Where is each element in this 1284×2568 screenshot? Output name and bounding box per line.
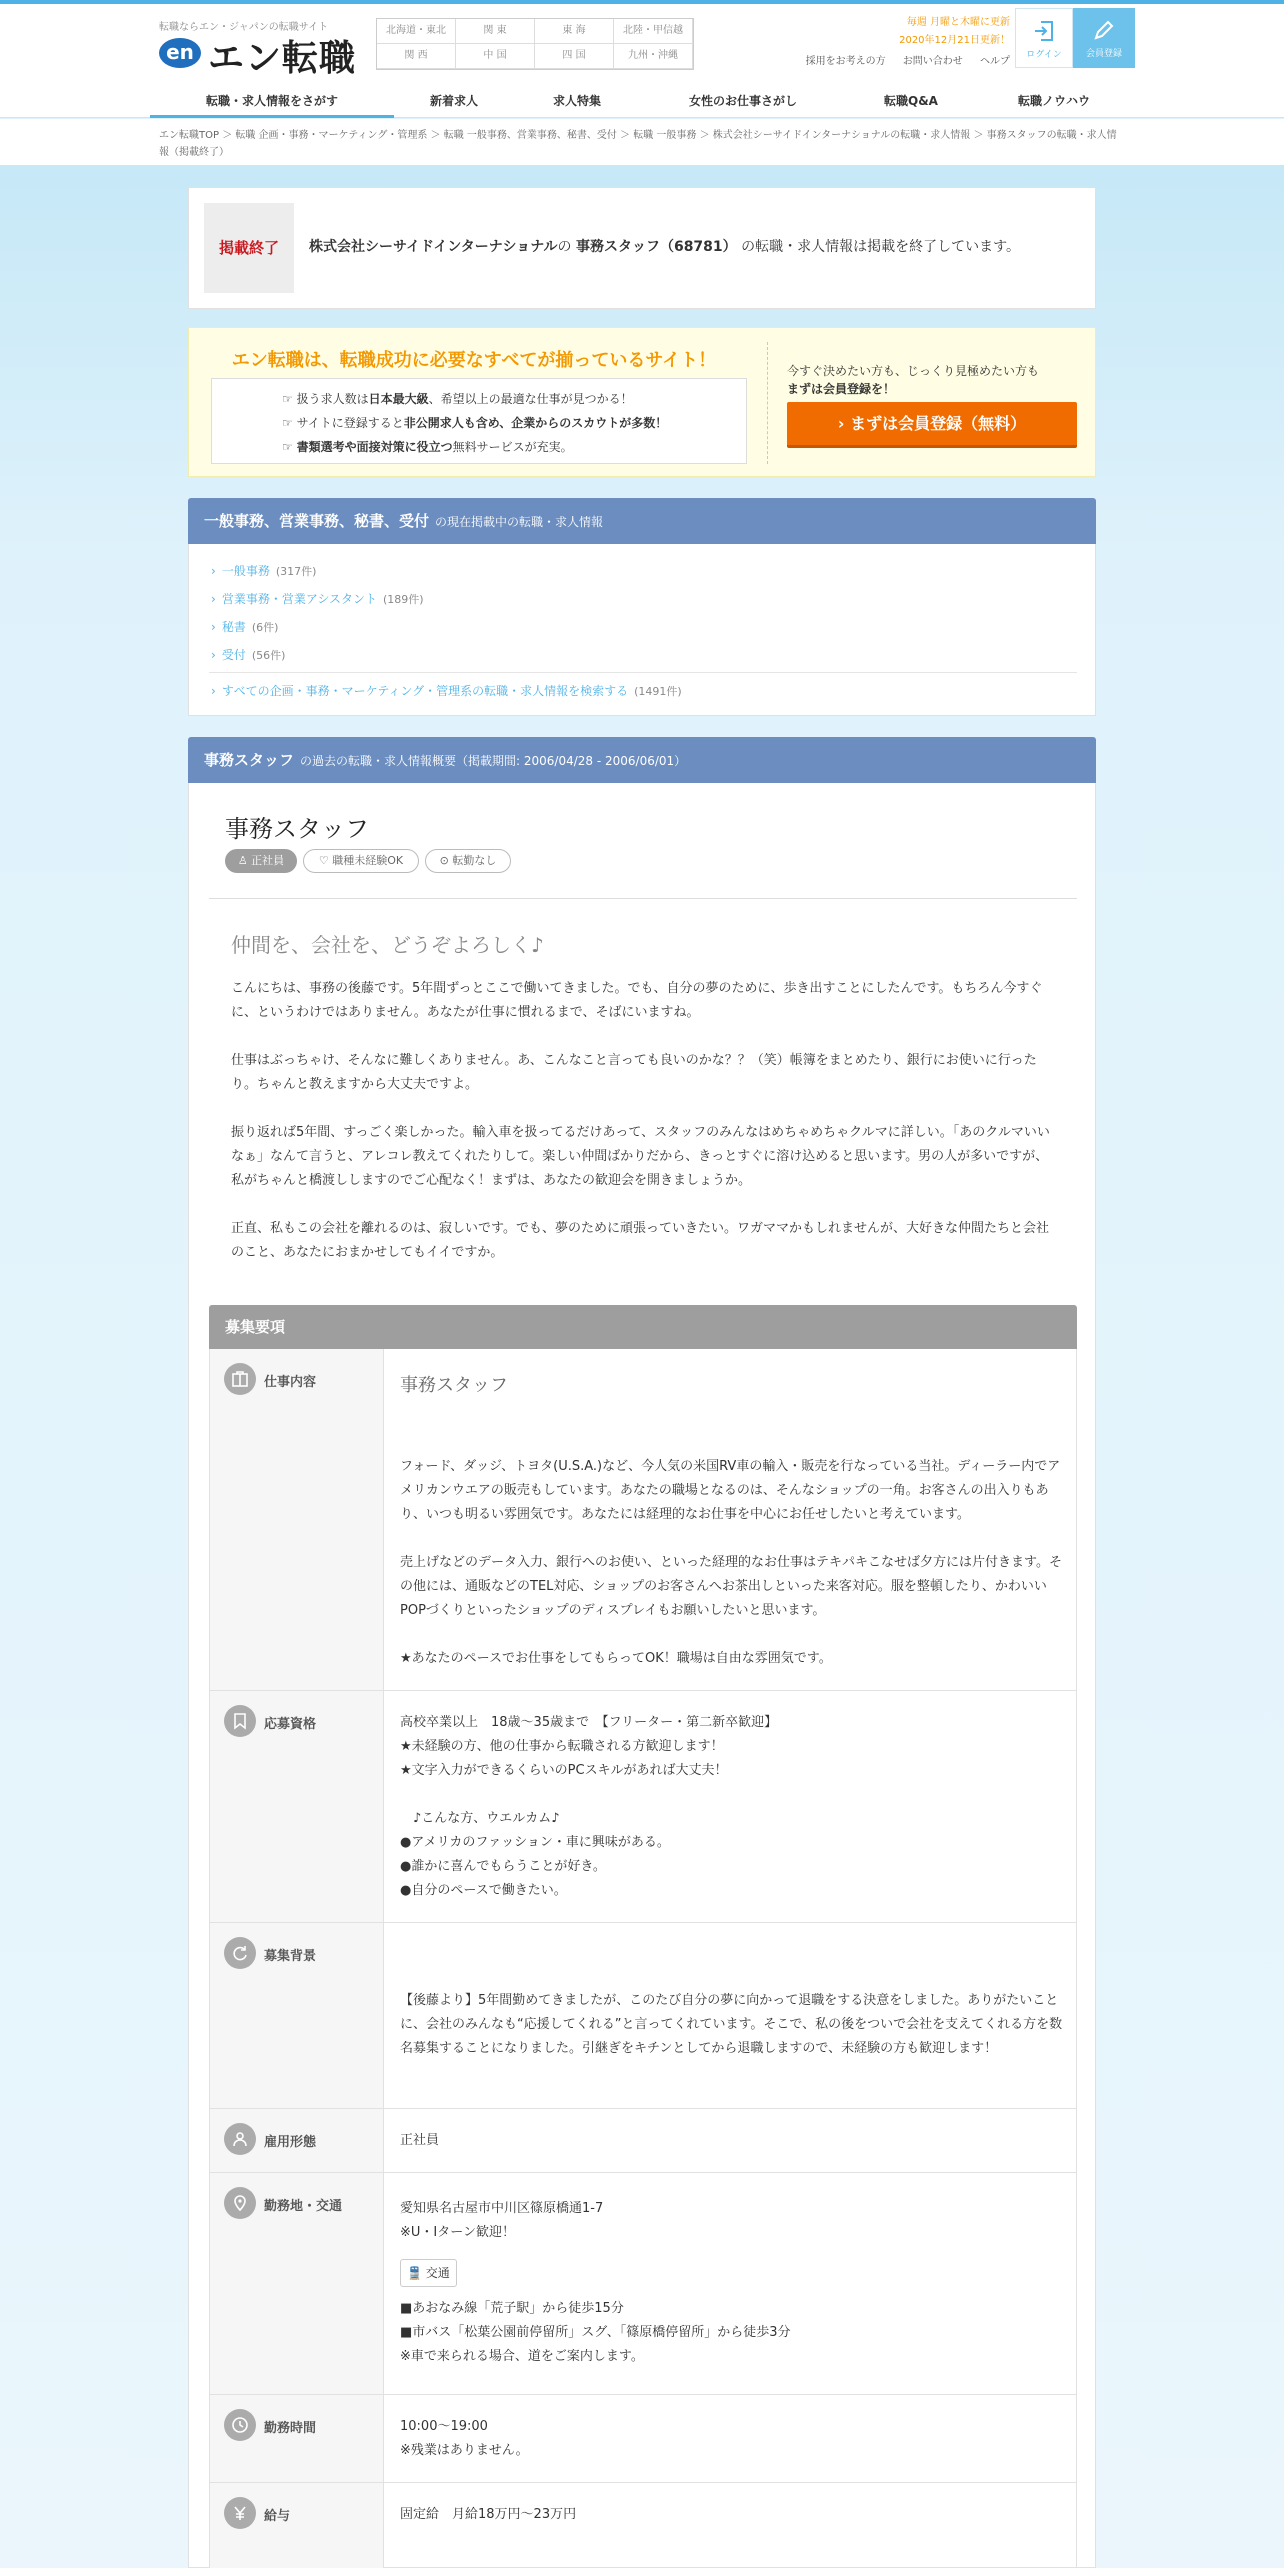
promo-point: ☞ 書類選考や面接対策に役立つ無料サービスが充実。 [282,440,573,454]
intro-paragraph: こんにちは、事務の後藤です。5年間ずっとここで働いてきました。でも、自分の夢のために、歩き出すことにしたんです。もちろん今すぐに、というわけではありません。あなたが仕事に慣れるまで、そばにいますね。 [231,981,1043,1020]
promo-title: エン転職は、転職成功に必要なすべてが揃っているサイト！ [231,350,717,371]
register-label: 会員登録 [1085,49,1122,59]
ended-badge: 掲載終了 [204,203,294,293]
category-link[interactable]: › 営業事務・営業アシスタント (189件) [211,590,424,607]
row-label: 勤務時間 [264,2421,317,2436]
header-links [780,52,1010,67]
requirements-header: 募集要項 [209,1305,1077,1349]
row-label-area [210,2483,384,2568]
job-divider [209,898,1077,899]
logo-text[interactable]: エン転職 [208,38,357,79]
promo-points [211,378,747,464]
logo-mark[interactable]: en [159,38,201,68]
area-link[interactable]: 北陸・甲信越 [614,19,693,44]
job-detail [188,783,1096,2568]
row-job-content [209,1349,1077,1691]
job-head-bold: 事務スタッフ [204,751,295,769]
row-location [209,2173,1077,2395]
category-list [188,544,1096,716]
nav-women[interactable]: 女性のお仕事さがし [688,94,797,108]
nav-search-jobs[interactable]: 転職・求人情報をさがす [150,84,394,118]
nav-knowhow[interactable]: 転職ノウハウ [1017,94,1090,108]
background-body: 【後藤より】5年間勤めてきましたが、このたび自分の夢に向かって退職をする決意をしました。ありがたいことに、会社のみんなも“応援してくれる”と言ってくれています。そこで、私の後をついで会社を支えてくれる方を数名募集することになりました。引継ぎをキチンとしてから退職しますので、未経験の方も歓迎します！ [400,1993,1063,2056]
map-pin-icon [224,2187,256,2219]
category-head-rest: の現在掲載中の転職・求人情報 [435,515,604,529]
job-head-rest: の過去の転職・求人情報概要（掲載期間: 2006/04/28 - 2006/06/01） [300,754,687,768]
row-label: 募集背景 [264,1949,317,1964]
update-info [860,14,1010,50]
help-link[interactable]: ヘルプ [980,56,1010,67]
area-link[interactable]: 関 東 [456,19,535,44]
area-link[interactable]: 四 国 [535,44,614,69]
nav-features[interactable]: 求人特集 [552,94,601,108]
yen-icon [224,2497,256,2529]
register-button[interactable] [1073,8,1135,68]
clock-icon [224,2409,256,2441]
area-link[interactable]: 関 西 [377,44,456,69]
tag-inexperienced: ♡ 職種未経験OK [303,849,419,873]
area-link[interactable]: 中 国 [456,44,535,69]
update-schedule: 毎週 月曜と木曜に更新 [906,17,1010,28]
row-salary [209,2483,1077,2568]
row-hours [209,2395,1077,2483]
row-label-area [210,1923,384,2108]
row-label: 給与 [264,2509,291,2524]
promo-cta-line1: 今すぐ決めたい方も、じっくり見極めたい方も [787,364,1040,378]
intro-paragraph: 正直、私もこの会社を離れるのは、寂しいです。でも、夢のために頑張っていきたい。ワガママかもしれませんが、大好きな仲間たちと会社のこと、あなたにおまかせしてもイイですか。 [231,1221,1049,1260]
location-address: 愛知県名古屋市中川区篠原橋通1-7 ※U・Iターン歓迎！ [400,2201,604,2240]
category-divider [209,672,1077,673]
row-label-area [210,1691,384,1922]
train-icon: 🚆 [407,2266,422,2280]
ended-notice [188,187,1096,309]
ended-mid: の [557,239,572,255]
pencil-icon [1092,18,1116,42]
ended-message [309,236,1020,256]
area-link[interactable]: 九州・沖縄 [614,44,693,69]
category-head-bold: 一般事務、営業事務、秘書、受付 [204,512,430,530]
category-link[interactable]: › 秘書 (6件) [211,618,278,635]
promo-cta-text [787,362,1039,398]
promo-banner [188,327,1096,477]
promo-divider [767,342,768,464]
nav-qa[interactable]: 転職Q&A [884,94,938,108]
row-label-area [210,2395,384,2482]
qualification-body: 高校卒業以上 18歳～35歳まで 【フリーター・第二新卒歓迎】 ★未経験の方、他の仕事から転職される方歓迎します！ ★文字入力ができるくらいのPCスキルがあれば大丈夫！ ♪こんな方、ウエルカム♪ ●アメリカのファッション・車に興味がある。 ●誰かに喜んでもらうことが好き。 ●自分のペースで働きたい。 [400,1715,778,1898]
global-nav [0,84,1284,118]
tag-employment: ♙ 正社員 [225,849,297,873]
register-cta-button[interactable]: › まずは会員登録（無料） [787,402,1077,448]
contact-link[interactable]: お問い合わせ [902,56,963,67]
row-label-area [210,1349,384,1690]
row-label: 応募資格 [264,1717,317,1732]
login-label: ログイン [1026,50,1062,60]
category-link[interactable]: › 一般事務 (317件) [211,562,316,579]
update-date: 2020年12月21日更新！ [899,35,1010,46]
refresh-icon [224,1937,256,1969]
row-label-area [210,2109,384,2172]
row-qualification [209,1691,1077,1923]
area-link[interactable]: 東 海 [535,19,614,44]
area-selector [376,18,694,70]
category-link[interactable]: › 受付 (56件) [211,646,285,663]
breadcrumb-text[interactable]: エン転職TOP ＞ 転職 企画・事務・マーケティング・管理系 ＞ 転職 一般事務、営業事務、秘書、受付 ＞ 転職 一般事務 ＞ 株式会社シーサイドインターナショナルの転職・求人情報 ＞ 事務スタッフの転職・求人情報（掲載終了） [159,130,1117,158]
job-content-body: フォード、ダッジ、トヨタ(U.S.A.)など、今人気の米国RV車の輸入・販売を行なっている当社。ディーラー内でアメリカンウエアの販売もしています。あなたの職場となるのは、そんなショップの一角。お客さんの出入りもあり、いつも明るい雰囲気です。あなたには経理的なお仕事を中心にお任せしたいと考えています。 売上げなどのデータ入力、銀行へのお使い、といった経理的なお仕事はテキパキこなせば夕方には片付きます。その他には、通販などのTEL対応、ショップのお客さんへお茶出しといった来客対応。服を整頓したり、かわいいPOPづくりといったショップのディスプレイもお願いしたいと思います。 ★あなたのペースでお仕事をしてもらってOK！職場は自由な雰囲気です。 [400,1459,1062,1666]
promo-point: ☞ サイトに登録すると非公開求人も含め、企業からのスカウトが多数！ [282,416,668,430]
promo-cta-line2: まずは会員登録を！ [787,382,896,396]
catch-copy: 仲間を、会社を、どうぞよろしく♪ [231,933,544,957]
row-label-area [210,2173,384,2394]
login-icon [1032,19,1056,43]
intro-paragraph: 振り返れば5年間、すっごく楽しかった。輸入車を扱ってるだけあって、スタッフのみんなはめちゃめちゃクルマに詳しい。「あのクルマいいなぁ」なんて言うと、アレコレ教えてくれたりして。楽しい仲間ばかりだから、きっとすぐに溶け込めると思います。男の人が多いですが、私がちゃんと橋渡ししますのでご心配なく！まずは、あなたの歓迎会を開きましょうか。 [231,1125,1050,1188]
hours-body: 10:00～19:00 ※残業はありません。 [400,2419,529,2458]
category-section-header [188,498,1096,544]
promo-point: ☞ 扱う求人数は日本最大級、希望以上の最適な仕事が見つかる！ [282,392,633,406]
job-name: 事務スタッフ（68781） [575,239,737,255]
nav-new-jobs[interactable]: 新着求人 [429,94,478,108]
transport-label: 🚆 交通 [400,2259,457,2287]
job-content-title: 事務スタッフ [400,1375,508,1396]
row-label: 仕事内容 [264,1375,317,1390]
person-icon [224,2123,256,2155]
row-label: 雇用形態 [264,2135,317,2150]
job-title: 事務スタッフ [225,815,369,843]
employer-link[interactable]: 採用をお考えの方 [805,56,886,67]
ended-tail: の転職・求人情報は掲載を終了しています。 [736,239,1021,255]
logo-tagline: 転職ならエン・ジャパンの転職サイト [159,22,329,33]
tag-no-transfer: ⊙ 転勤なし [425,849,511,873]
building-icon [224,1363,256,1395]
breadcrumb [0,119,1284,165]
salary-body: 固定給 月給18万円～23万円 [400,2507,577,2522]
bookmark-icon [224,1705,256,1737]
row-employment-type [209,2109,1077,2173]
employment-type-body: 正社員 [400,2133,440,2148]
company-name: 株式会社シーサイドインターナショナル [309,239,558,255]
row-label: 勤務地・交通 [264,2199,343,2214]
area-link[interactable]: 北海道・東北 [377,19,456,44]
row-background [209,1923,1077,2109]
transport-body: ■あおなみ線「荒子駅」から徒歩15分 ■市バス「松葉公園前停留所」スグ、「篠原橋停留所」から徒歩3分 ※車で来られる場合、道をご案内します。 [400,2301,791,2364]
login-button[interactable] [1015,8,1073,68]
site-header [0,4,1284,84]
job-section-header [188,737,1096,783]
intro-paragraph: 仕事はぶっちゃけ、そんなに難しくありません。あ、こんなこと言っても良いのかな？？（笑）帳簿をまとめたり、銀行にお使いに行ったり。ちゃんと教えますから大丈夫ですよ。 [231,1053,1037,1092]
category-all-link[interactable]: › すべての企画・事務・マーケティング・管理系の転職・求人情報を検索する (1491件) [211,682,682,699]
